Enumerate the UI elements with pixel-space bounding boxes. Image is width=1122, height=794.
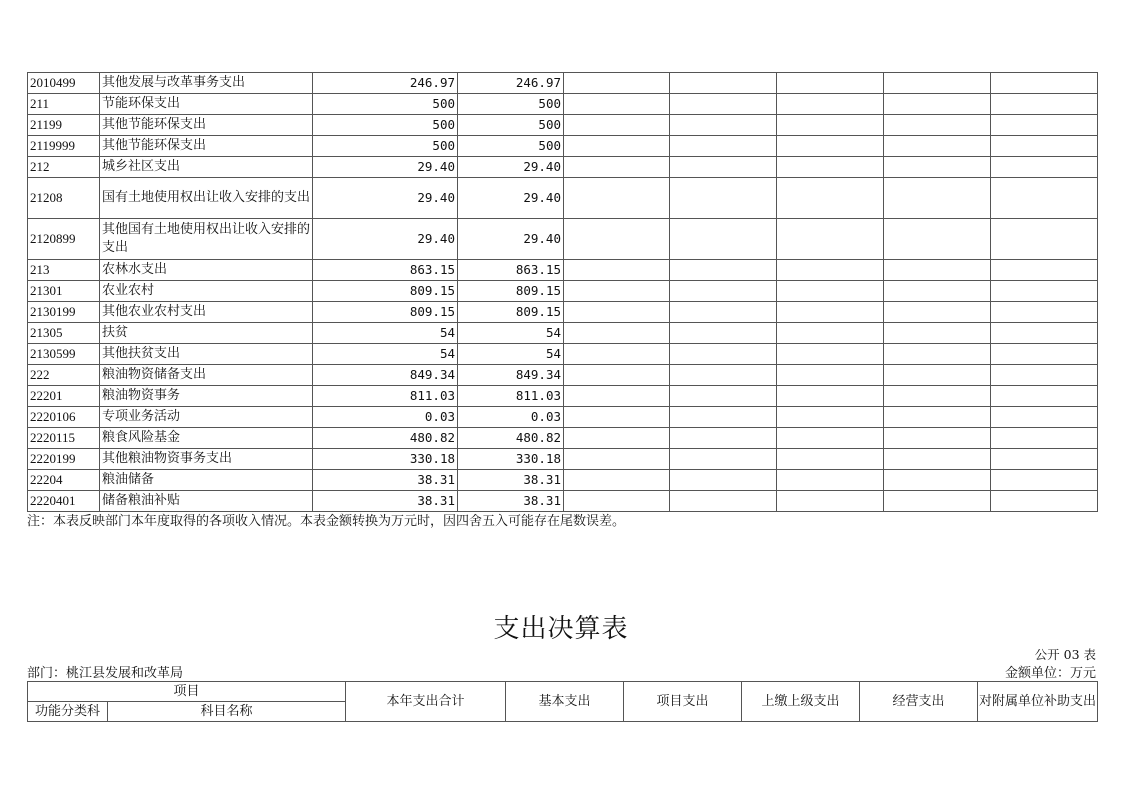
row-empty <box>884 407 991 428</box>
row-empty <box>991 157 1098 178</box>
row-empty <box>670 73 777 94</box>
table-row <box>28 178 1098 219</box>
row-total: 38.31 <box>313 470 458 491</box>
row-empty <box>777 178 884 219</box>
table-note: 注：本表反映部门本年度取得的各项收入情况。本表金额转换为万元时，因四舍五入可能存在尾数误差。 <box>27 514 626 529</box>
row-name: 粮油物资储备支出 <box>100 365 313 386</box>
row-empty <box>670 365 777 386</box>
row-total: 849.34 <box>313 365 458 386</box>
row-empty <box>884 178 991 219</box>
row-code: 2010499 <box>28 73 100 94</box>
row-value: 54 <box>458 344 564 365</box>
row-empty <box>670 260 777 281</box>
row-value: 500 <box>458 136 564 157</box>
row-code: 2119999 <box>28 136 100 157</box>
row-empty <box>564 260 670 281</box>
table-row <box>28 323 1098 344</box>
row-empty <box>991 407 1098 428</box>
row-empty <box>564 219 670 260</box>
row-empty <box>991 136 1098 157</box>
row-empty <box>777 115 884 136</box>
header-subject-name: 科目名称 <box>108 702 346 722</box>
row-empty <box>670 407 777 428</box>
row-empty <box>777 94 884 115</box>
table-row <box>28 115 1098 136</box>
row-code: 211 <box>28 94 100 115</box>
row-name: 其他发展与改革事务支出 <box>100 73 313 94</box>
row-name: 扶贫 <box>100 323 313 344</box>
row-empty <box>884 219 991 260</box>
row-empty <box>564 281 670 302</box>
row-name: 专项业务活动 <box>100 407 313 428</box>
row-empty <box>670 219 777 260</box>
header-subsidy: 对附属单位补助支出 <box>978 682 1098 722</box>
row-empty <box>991 281 1098 302</box>
row-empty <box>991 365 1098 386</box>
row-total: 0.03 <box>313 407 458 428</box>
row-empty <box>670 323 777 344</box>
row-code: 213 <box>28 260 100 281</box>
row-empty <box>884 260 991 281</box>
row-empty <box>777 73 884 94</box>
row-empty <box>564 323 670 344</box>
row-empty <box>564 449 670 470</box>
row-empty <box>777 491 884 512</box>
row-name: 其他粮油物资事务支出 <box>100 449 313 470</box>
table-row <box>28 428 1098 449</box>
row-name: 节能环保支出 <box>100 94 313 115</box>
row-empty <box>670 94 777 115</box>
row-name: 粮油物资事务 <box>100 386 313 407</box>
row-empty <box>564 470 670 491</box>
row-empty <box>777 344 884 365</box>
header-project: 项目支出 <box>624 682 742 722</box>
header-func-code: 功能分类科 <box>28 702 108 722</box>
row-empty <box>884 281 991 302</box>
row-name: 农林水支出 <box>100 260 313 281</box>
row-empty <box>884 302 991 323</box>
row-empty <box>991 428 1098 449</box>
row-total: 809.15 <box>313 281 458 302</box>
row-total: 500 <box>313 94 458 115</box>
row-empty <box>777 157 884 178</box>
row-empty <box>777 386 884 407</box>
row-total: 480.82 <box>313 428 458 449</box>
row-empty <box>777 470 884 491</box>
row-empty <box>564 94 670 115</box>
row-empty <box>777 365 884 386</box>
row-empty <box>884 449 991 470</box>
amount-unit: 金额单位：万元 <box>1004 666 1096 681</box>
table-row <box>28 365 1098 386</box>
row-empty <box>884 136 991 157</box>
row-empty <box>991 219 1098 260</box>
row-empty <box>670 386 777 407</box>
row-total: 863.15 <box>313 260 458 281</box>
row-empty <box>564 302 670 323</box>
table-row <box>28 491 1098 512</box>
row-total: 500 <box>313 115 458 136</box>
row-code: 21199 <box>28 115 100 136</box>
row-code: 21208 <box>28 178 100 219</box>
header-basic: 基本支出 <box>506 682 624 722</box>
row-empty <box>777 302 884 323</box>
row-value: 480.82 <box>458 428 564 449</box>
row-empty <box>991 178 1098 219</box>
row-empty <box>884 470 991 491</box>
row-code: 22204 <box>28 470 100 491</box>
row-total: 811.03 <box>313 386 458 407</box>
row-empty <box>564 178 670 219</box>
row-code: 21305 <box>28 323 100 344</box>
row-value: 38.31 <box>458 470 564 491</box>
row-empty <box>670 302 777 323</box>
row-empty <box>991 470 1098 491</box>
row-total: 246.97 <box>313 73 458 94</box>
row-value: 500 <box>458 94 564 115</box>
row-empty <box>777 281 884 302</box>
row-code: 212 <box>28 157 100 178</box>
row-empty <box>670 136 777 157</box>
table-row <box>28 449 1098 470</box>
table-row <box>28 302 1098 323</box>
row-empty <box>670 470 777 491</box>
row-code: 21301 <box>28 281 100 302</box>
header-operating: 经营支出 <box>860 682 978 722</box>
row-value: 29.40 <box>458 157 564 178</box>
row-total: 29.40 <box>313 178 458 219</box>
row-name: 其他节能环保支出 <box>100 115 313 136</box>
row-empty <box>991 115 1098 136</box>
row-total: 29.40 <box>313 157 458 178</box>
row-empty <box>777 260 884 281</box>
row-code: 222 <box>28 365 100 386</box>
row-name: 其他节能环保支出 <box>100 136 313 157</box>
row-code: 2220115 <box>28 428 100 449</box>
row-value: 38.31 <box>458 491 564 512</box>
row-total: 500 <box>313 136 458 157</box>
table-row <box>28 73 1098 94</box>
row-value: 809.15 <box>458 281 564 302</box>
row-name: 城乡社区支出 <box>100 157 313 178</box>
row-value: 54 <box>458 323 564 344</box>
row-empty <box>670 178 777 219</box>
row-empty <box>991 449 1098 470</box>
row-empty <box>884 73 991 94</box>
row-value: 29.40 <box>458 178 564 219</box>
row-empty <box>670 449 777 470</box>
row-empty <box>777 136 884 157</box>
row-name: 其他农业农村支出 <box>100 302 313 323</box>
row-value: 246.97 <box>458 73 564 94</box>
row-total: 809.15 <box>313 302 458 323</box>
row-empty <box>991 491 1098 512</box>
header-upper: 上缴上级支出 <box>742 682 860 722</box>
row-code: 2120899 <box>28 219 100 260</box>
row-empty <box>777 449 884 470</box>
row-empty <box>777 219 884 260</box>
row-empty <box>991 260 1098 281</box>
row-empty <box>991 344 1098 365</box>
row-empty <box>670 344 777 365</box>
row-empty <box>564 428 670 449</box>
row-total: 54 <box>313 344 458 365</box>
row-value: 0.03 <box>458 407 564 428</box>
row-name: 粮油储备 <box>100 470 313 491</box>
table-row <box>28 386 1098 407</box>
table-row <box>28 407 1098 428</box>
table-row <box>28 157 1098 178</box>
row-empty <box>564 407 670 428</box>
table-row <box>28 470 1098 491</box>
header-total: 本年支出合计 <box>346 682 506 722</box>
row-empty <box>991 323 1098 344</box>
row-empty <box>884 428 991 449</box>
department-label: 部门：桃江县发展和改革局 <box>27 666 184 681</box>
row-empty <box>564 344 670 365</box>
row-code: 2130199 <box>28 302 100 323</box>
row-empty <box>564 115 670 136</box>
row-value: 809.15 <box>458 302 564 323</box>
row-empty <box>884 115 991 136</box>
row-name: 农业农村 <box>100 281 313 302</box>
row-empty <box>991 73 1098 94</box>
row-value: 811.03 <box>458 386 564 407</box>
row-value: 863.15 <box>458 260 564 281</box>
row-empty <box>564 157 670 178</box>
row-empty <box>884 323 991 344</box>
row-empty <box>564 136 670 157</box>
table-row <box>28 94 1098 115</box>
row-total: 38.31 <box>313 491 458 512</box>
row-empty <box>884 157 991 178</box>
row-empty <box>564 73 670 94</box>
row-total: 330.18 <box>313 449 458 470</box>
row-value: 849.34 <box>458 365 564 386</box>
row-empty <box>777 407 884 428</box>
row-code: 22201 <box>28 386 100 407</box>
row-empty <box>670 428 777 449</box>
row-value: 500 <box>458 115 564 136</box>
row-value: 29.40 <box>458 219 564 260</box>
row-name: 储备粮油补贴 <box>100 491 313 512</box>
row-empty <box>670 157 777 178</box>
row-code: 2220106 <box>28 407 100 428</box>
row-empty <box>991 302 1098 323</box>
row-empty <box>777 323 884 344</box>
row-empty <box>670 281 777 302</box>
table-row <box>28 219 1098 260</box>
row-empty <box>884 344 991 365</box>
row-empty <box>564 491 670 512</box>
row-name: 粮食风险基金 <box>100 428 313 449</box>
row-empty <box>991 94 1098 115</box>
row-empty <box>564 386 670 407</box>
row-empty <box>884 365 991 386</box>
row-total: 29.40 <box>313 219 458 260</box>
header-item: 项目 <box>28 682 346 702</box>
row-empty <box>991 386 1098 407</box>
row-empty <box>884 491 991 512</box>
row-total: 54 <box>313 323 458 344</box>
row-empty <box>884 386 991 407</box>
table-row <box>28 136 1098 157</box>
row-empty <box>777 428 884 449</box>
row-empty <box>670 491 777 512</box>
row-empty <box>884 94 991 115</box>
row-empty <box>564 365 670 386</box>
expense-table <box>27 681 1098 722</box>
row-name: 其他国有土地使用权出让收入安排的支出 <box>100 219 313 260</box>
table-number: 公开 03 表 <box>1034 647 1096 662</box>
row-empty <box>670 115 777 136</box>
page-title: 支出决算表 <box>493 614 629 644</box>
table-row <box>28 344 1098 365</box>
row-name: 国有土地使用权出让收入安排的支出 <box>100 178 313 219</box>
row-code: 2130599 <box>28 344 100 365</box>
row-value: 330.18 <box>458 449 564 470</box>
row-code: 2220199 <box>28 449 100 470</box>
row-name: 其他扶贫支出 <box>100 344 313 365</box>
table-row <box>28 281 1098 302</box>
row-code: 2220401 <box>28 491 100 512</box>
table-row <box>28 260 1098 281</box>
income-table <box>27 72 1098 512</box>
